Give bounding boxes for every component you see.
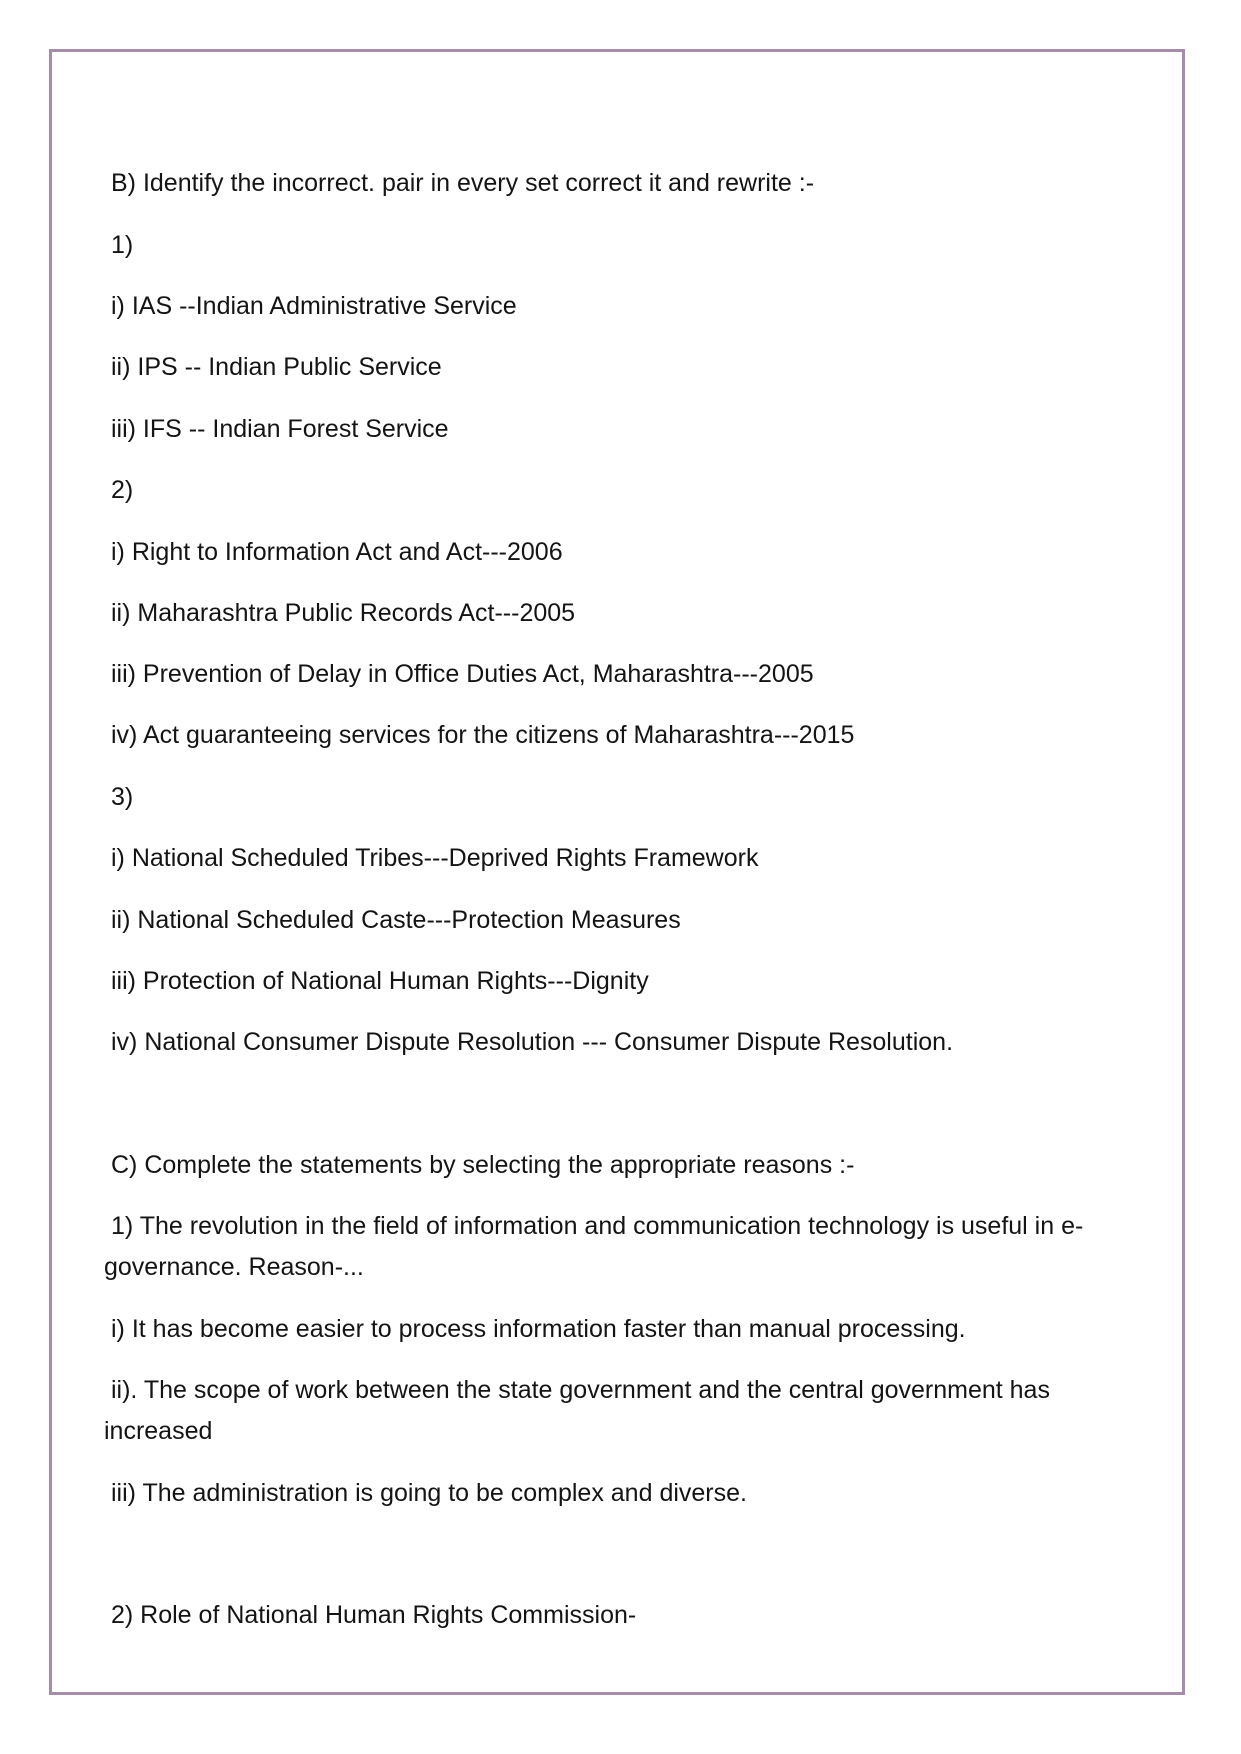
question-1-option-2: ii). The scope of work between the state government and the central government has increased (104, 1376, 1050, 1445)
set-3-item-3: iii) Protection of National Human Rights---Dignity (111, 967, 649, 995)
section-c-heading: C) Complete the statements by selecting the appropriate reasons :- (111, 1151, 855, 1179)
set-2-item-2: ii) Maharashtra Public Records Act---2005 (111, 599, 576, 627)
set-3-number: 3) (111, 783, 134, 811)
set-1-number: 1) (111, 231, 134, 259)
set-3-item-2: ii) National Scheduled Caste---Protection Measures (111, 906, 681, 934)
section-b-heading: B) Identify the incorrect. pair in every set correct it and rewrite :- (111, 169, 815, 197)
question-1-option-3: iii) The administration is going to be complex and diverse. (111, 1479, 747, 1507)
set-3-item-4: iv) National Consumer Dispute Resolution --- Consumer Dispute Resolution. (111, 1028, 954, 1056)
set-1-item-3: iii) IFS -- Indian Forest Service (111, 415, 449, 443)
set-2-number: 2) (111, 476, 134, 504)
question-2-statement: 2) Role of National Human Rights Commission- (111, 1601, 637, 1629)
set-2-item-4: iv) Act guaranteeing services for the citizens of Maharashtra---2015 (111, 721, 855, 749)
set-1-item-2: ii) IPS -- Indian Public Service (111, 353, 442, 381)
set-3-item-1: i) National Scheduled Tribes---Deprived Rights Framework (111, 844, 759, 872)
question-1-option-1: i) It has become easier to process information faster than manual processing. (111, 1315, 966, 1343)
question-1-statement: 1) The revolution in the field of information and communication technology is useful in e-governance. Reason-... (104, 1212, 1084, 1281)
set-2-item-3: iii) Prevention of Delay in Office Duties Act, Maharashtra---2005 (111, 660, 814, 688)
set-2-item-1: i) Right to Information Act and Act---2006 (111, 538, 563, 566)
set-1-item-1: i) IAS --Indian Administrative Service (111, 292, 517, 320)
